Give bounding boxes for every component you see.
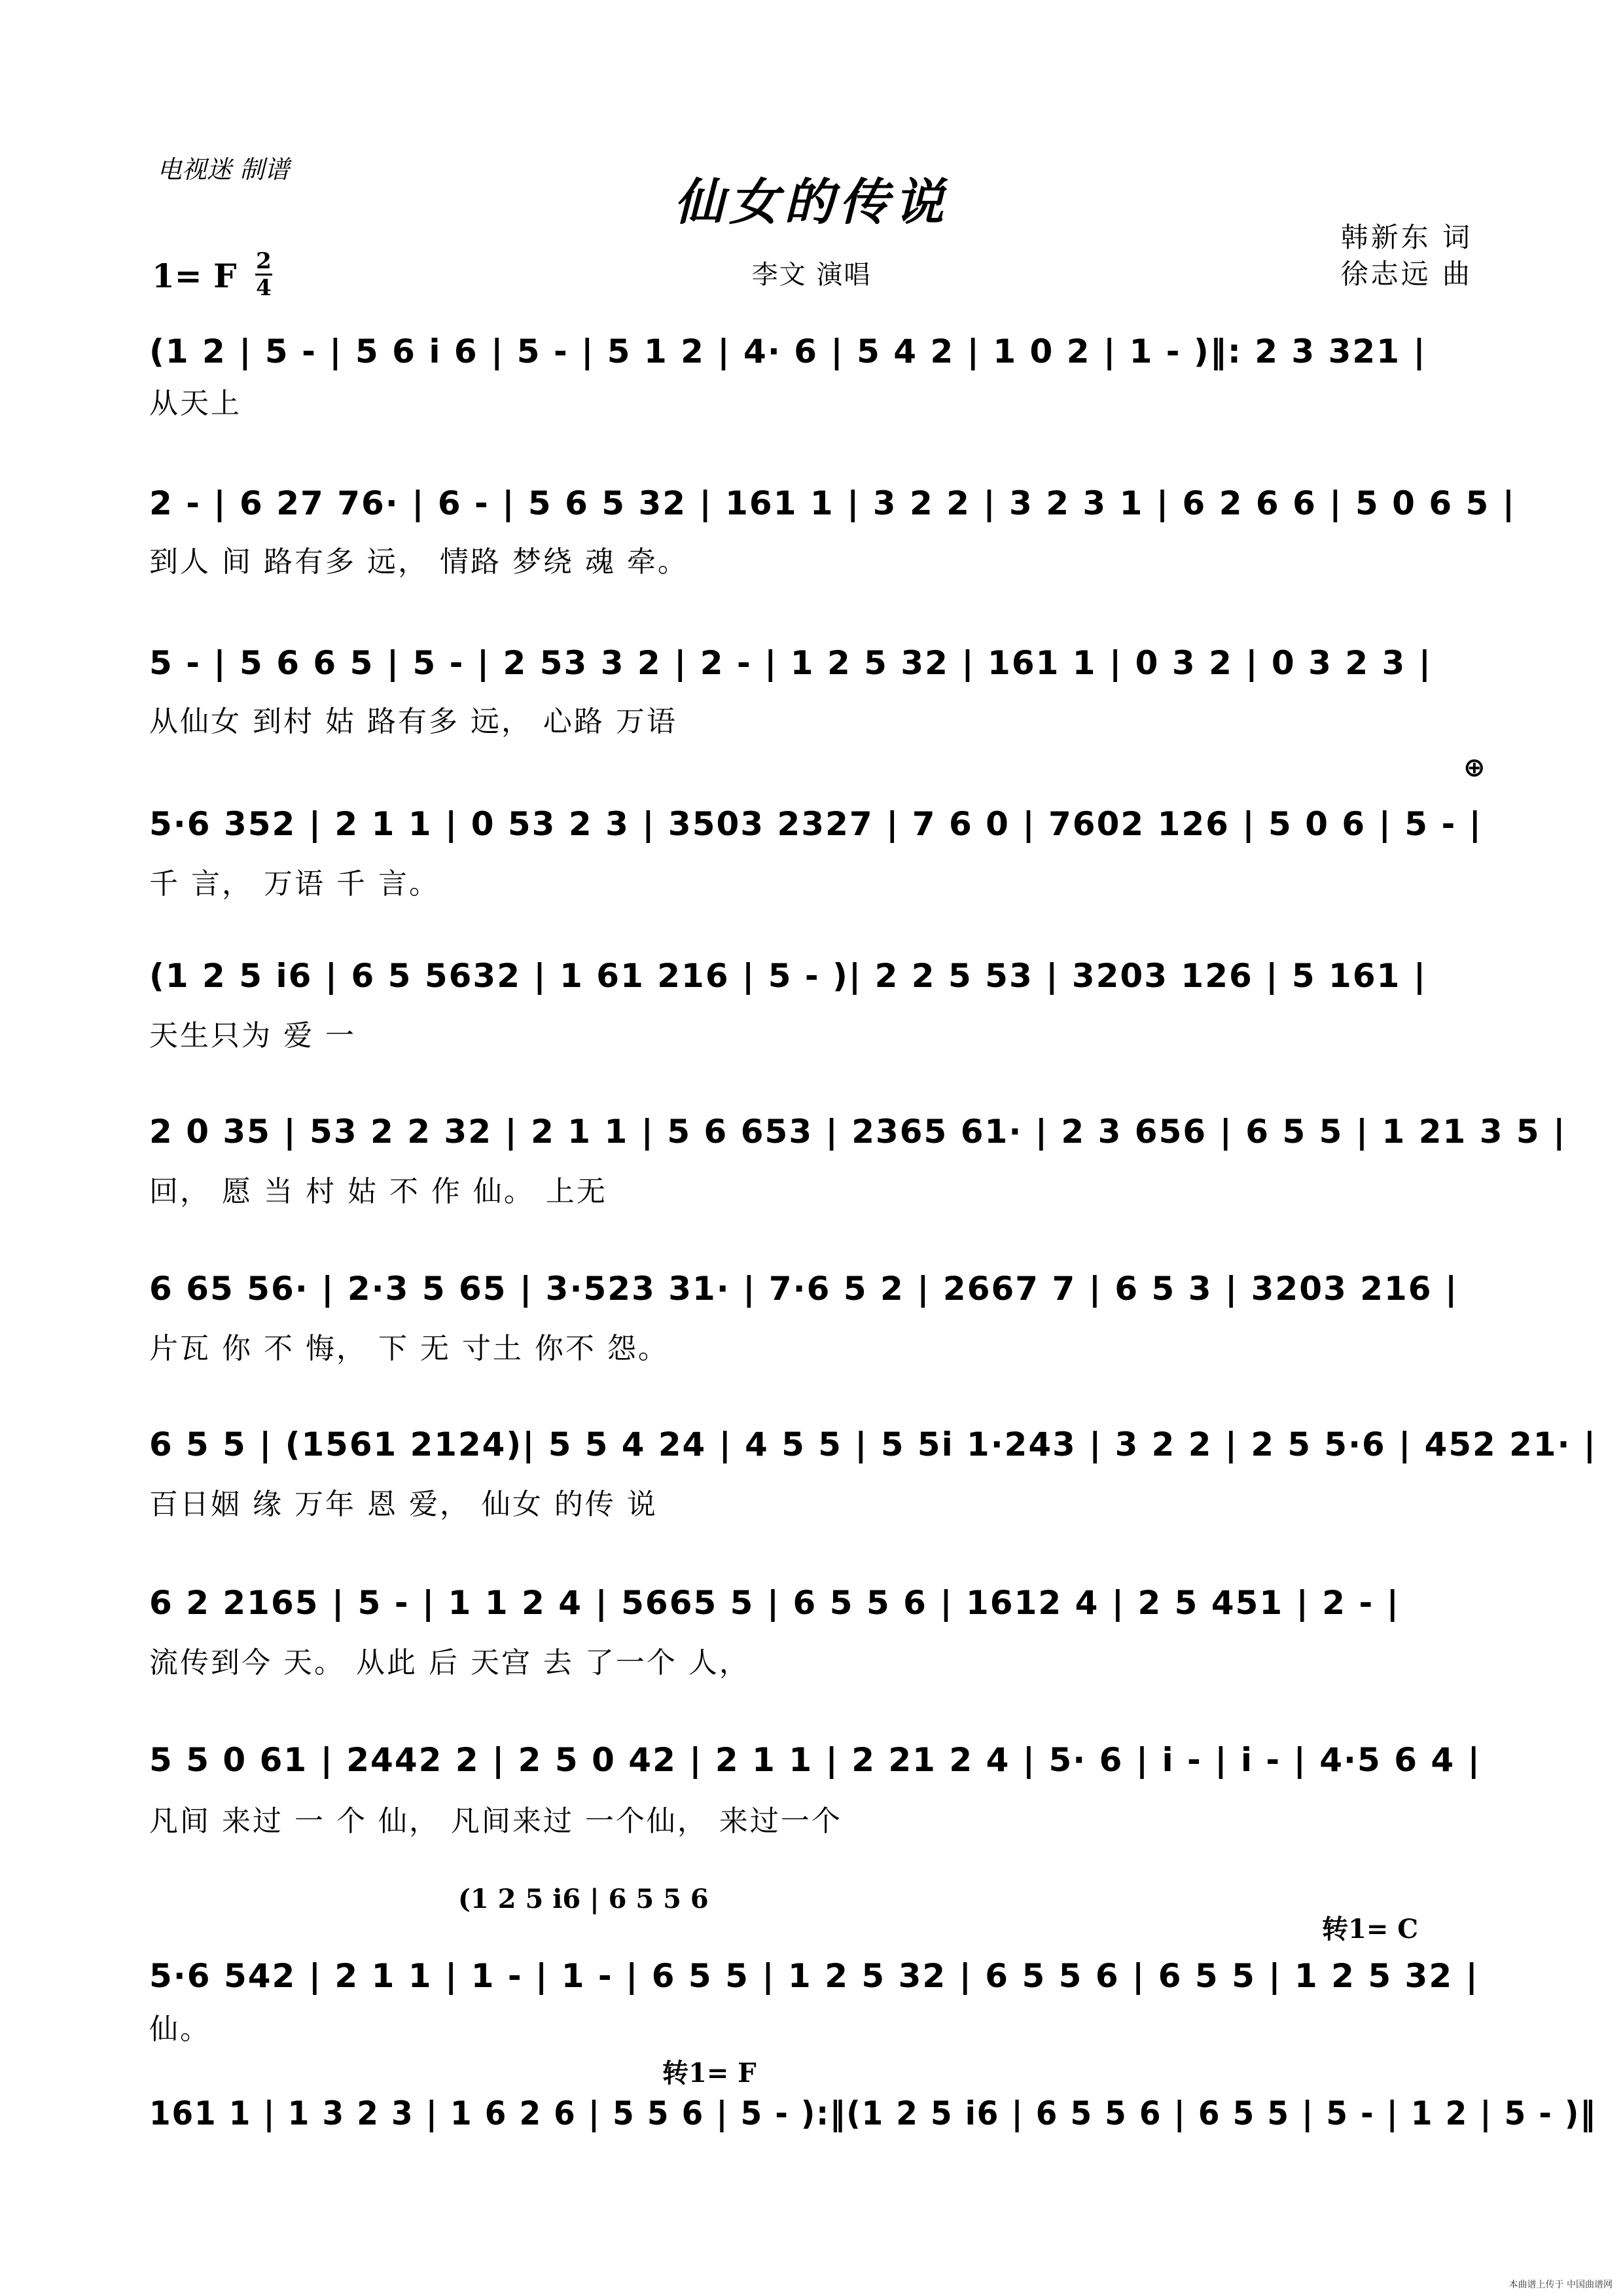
notation-line: 5 5 0 61 | 2442 2 | 2 5 0 42 | 2 1 1 | 2 21 2 4 | 5· 6 | i - | i - | 4·5 6 4 | bbox=[149, 1741, 1481, 1779]
notation-line: 161 1 | 1 3 2 3 | 1 6 2 6 | 5 5 6 | 5 - ):‖(1 2 5 i6 | 6 5 5 6 | 6 5 5 | 5 - | 1 2 | 5 - )‖ bbox=[149, 2094, 1597, 2132]
notation-line: 5 - | 5 6 6 5 | 5 - | 2 53 3 2 | 2 - | 1 2 5 32 | 161 1 | 0 3 2 | 0 3 2 3 | bbox=[149, 644, 1432, 682]
notation-line: 6 2 2165 | 5 - | 1 1 2 4 | 5665 5 | 6 5 5 6 | 1612 4 | 2 5 451 | 2 - | bbox=[149, 1584, 1400, 1622]
key-signature: 1= F bbox=[152, 257, 237, 295]
modulation-to-f: 转1= F bbox=[662, 2058, 757, 2089]
notation-line: 2 0 35 | 53 2 2 32 | 2 1 1 | 5 6 653 | 2365 61· | 2 3 656 | 6 5 5 | 1 21 3 5 | bbox=[149, 1113, 1567, 1151]
coda-mark: ⊕ bbox=[1463, 753, 1486, 783]
singer-credit: 李文 演唱 bbox=[751, 260, 872, 290]
time-signature-top: 2 bbox=[256, 248, 272, 274]
notation-line: 6 65 56· | 2·3 5 65 | 3·523 31· | 7·6 5 2 | 2667 7 | 6 5 3 | 3203 216 | bbox=[149, 1270, 1459, 1308]
lyric-line: 从天上 bbox=[149, 387, 241, 420]
notation-line: 5·6 542 | 2 1 1 | 1 - | 1 - | 6 5 5 | 1 2 5 32 | 6 5 5 6 | 6 5 5 | 1 2 5 32 | bbox=[149, 1957, 1479, 1995]
lyric-line: 回， 愿 当 村 姑 不 作 仙。 上无 bbox=[149, 1175, 607, 1208]
notation-line: 2 - | 6 27 76· | 6 - | 5 6 5 32 | 161 1 | 3 2 2 | 3 2 3 1 | 6 2 6 6 | 5 0 6 5 | bbox=[149, 484, 1516, 522]
notation-line: 6 5 5 | (1561 2124)| 5 5 4 24 | 4 5 5 | 5 5i 1·243 | 3 2 2 | 2 5 5·6 | 452 21· | bbox=[149, 1426, 1597, 1463]
footer-credit: 本曲谱上传于 中国曲谱网 bbox=[1508, 2280, 1613, 2290]
lyric-line: 百日姻 缘 万年 恩 爱， 仙女 的传 说 bbox=[149, 1488, 658, 1521]
lyric-line: 从仙女 到村 姑 路有多 远， 心路 万语 bbox=[149, 705, 677, 738]
lyric-line: 凡间 来过 一 个 仙， 凡间来过 一个仙， 来过一个 bbox=[149, 1804, 842, 1838]
notation-line: (1 2 | 5 - | 5 6 i 6 | 5 - | 5 1 2 | 4· 6 | 5 4 2 | 1 0 2 | 1 - )‖: 2 3 321 | bbox=[149, 332, 1427, 370]
modulation-to-c: 转1= C bbox=[1322, 1914, 1419, 1945]
time-signature-bottom: 4 bbox=[256, 275, 272, 301]
composer-credit: 徐志远 曲 bbox=[1340, 258, 1472, 290]
time-signature bbox=[253, 249, 275, 300]
notation-line: 5·6 352 | 2 1 1 | 0 53 2 3 | 3503 2327 | 7 6 0 | 7602 126 | 5 0 6 | 5 - | bbox=[149, 805, 1482, 843]
lyric-line: 天生只为 爱 一 bbox=[149, 1019, 356, 1052]
lyric-line: 片瓦 你 不 悔， 下 无 寸土 你不 怨。 bbox=[149, 1332, 669, 1365]
notation-line: (1 2 5 i6 | 6 5 5632 | 1 61 216 | 5 - )| 2 2 5 53 | 3203 126 | 5 161 | bbox=[149, 957, 1427, 995]
intro-phrase-annotation: (1 2 5 i6 | 6 5 5 6 bbox=[458, 1884, 709, 1914]
lyric-line: 流传到今 天。 从此 后 天宫 去 了一个 人， bbox=[149, 1646, 750, 1679]
lyric-line: 千 言， 万语 千 言。 bbox=[149, 867, 440, 901]
lyricist-credit: 韩新东 词 bbox=[1340, 221, 1472, 253]
transcriber-credit: 电视迷 制谱 bbox=[157, 155, 290, 184]
song-title: 仙女的传说 bbox=[674, 173, 949, 231]
lyric-line: 仙。 bbox=[149, 2013, 211, 2046]
lyric-line: 到人 间 路有多 远， 情路 梦绕 魂 牵。 bbox=[149, 545, 688, 579]
